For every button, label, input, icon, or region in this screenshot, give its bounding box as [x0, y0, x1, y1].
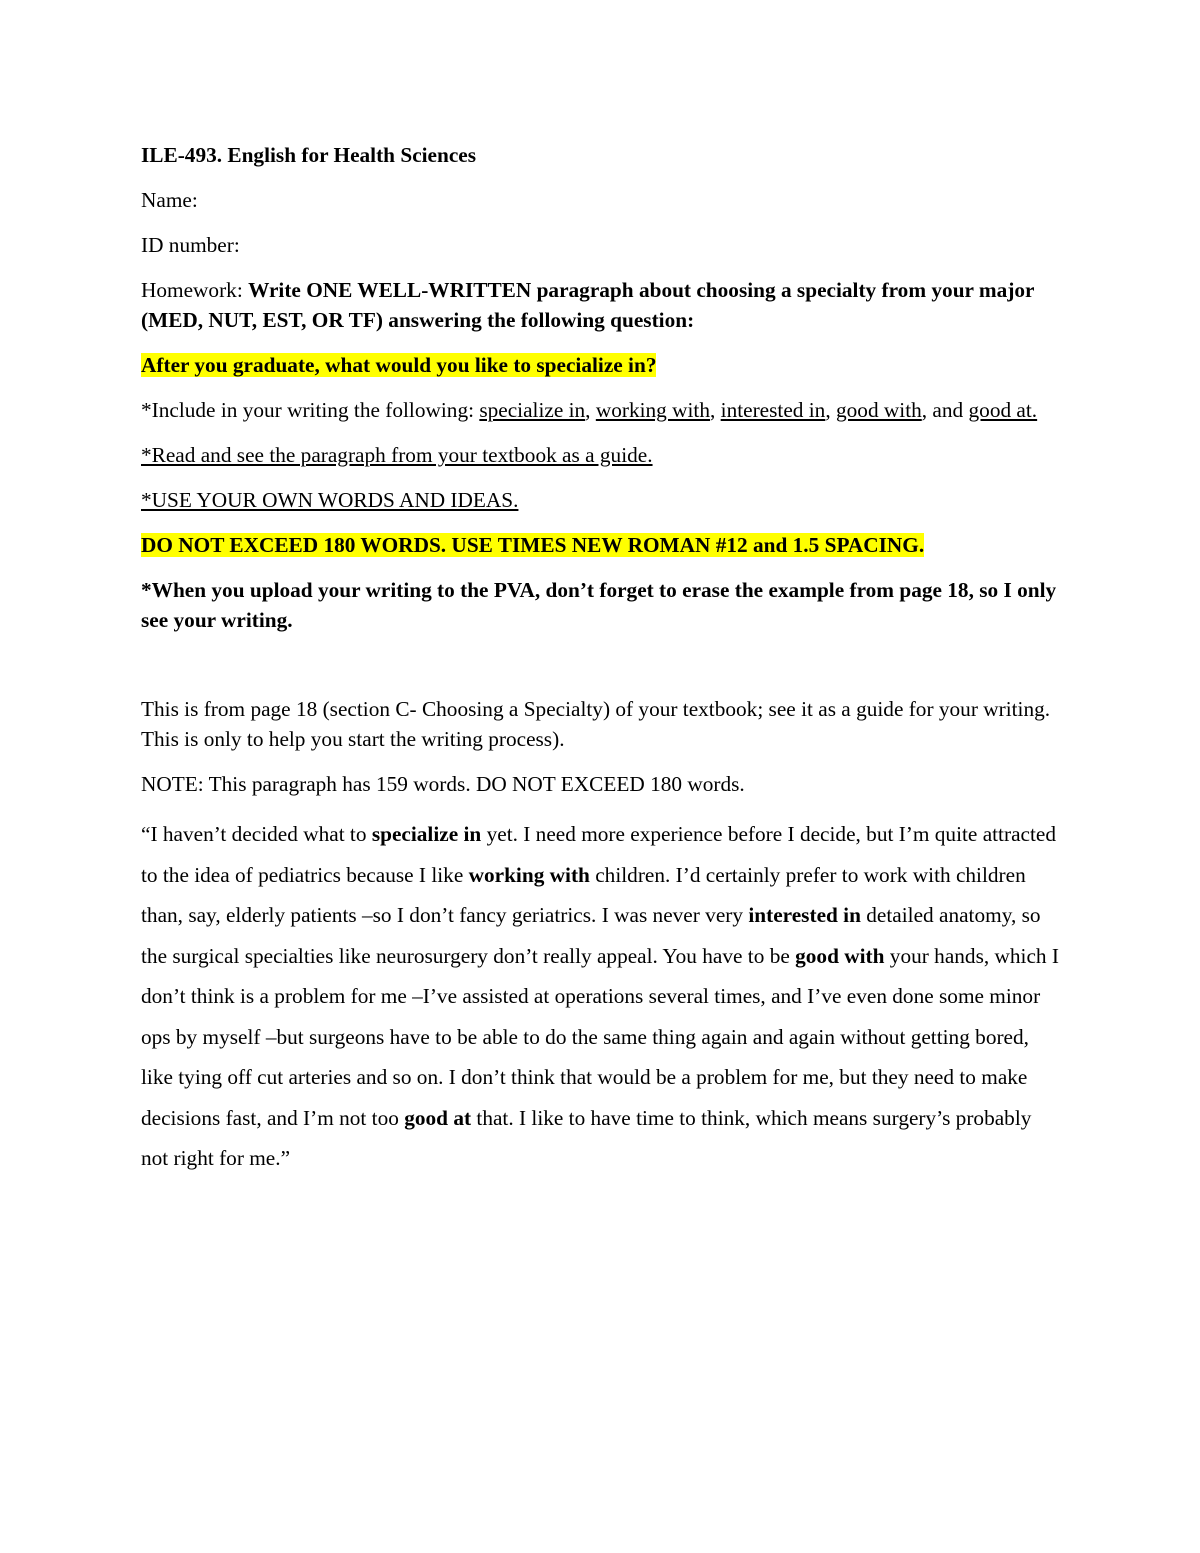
phrase-working-with: working with: [595, 398, 710, 422]
keyword-working-with: working with: [468, 862, 590, 887]
word-count-note: NOTE: This paragraph has 159 words. DO NOT EXCEED 180 words.: [141, 772, 745, 796]
example-text: detailed anatomy, so the surgical specialties like neurosurgery don’t really appeal. You have to be: [141, 903, 1041, 968]
homework-question: After you graduate, what would you like to specialize in?: [141, 353, 657, 377]
own-words-line: [141, 485, 1061, 515]
phrase-interested-in: interested in: [720, 398, 826, 422]
question-line: [141, 350, 1061, 380]
name-label: Name:: [141, 188, 198, 212]
example-text: yet. I need more experience before I decide, but I’m quite attracted to the idea of pediatrics because I like: [141, 822, 1056, 887]
example-text: children. I’d certainly prefer to work with children than, say, elderly patients –so I don’t fancy geriatrics. I was never very: [141, 862, 1026, 927]
homework-task: Write ONE WELL-WRITTEN paragraph about choosing a specialty from your major (MED, NUT, EST, OR TF) answering the following question:: [141, 278, 1035, 332]
guide-intro: This is from page 18 (section C- Choosing a Specialty) of your textbook; see it as a guide for your writing. This is only to help you start the writing process).: [141, 697, 1051, 751]
keyword-good-with: good with: [795, 943, 885, 968]
separator: ,: [710, 398, 721, 422]
document-content: [141, 140, 1061, 1179]
phrase-good-at: good at.: [968, 398, 1038, 422]
separator-and: , and: [921, 398, 969, 422]
limit-notice: DO NOT EXCEED 180 WORDS. USE TIMES NEW ROMAN #12 and 1.5 SPACING.: [141, 533, 925, 557]
example-paragraph-block: [141, 814, 1061, 1179]
read-guide-text: *Read and see the paragraph from your textbook as a guide.: [141, 443, 653, 467]
example-text: that. I like to have time to think, which means surgery’s probably not right for me.”: [141, 1105, 1032, 1170]
keyword-interested-in: interested in: [748, 903, 861, 927]
limit-notice-line: [141, 530, 1061, 560]
course-title: ILE-493. English for Health Sciences: [141, 143, 477, 167]
phrase-good-with: good with: [836, 398, 922, 422]
phrase-specialize-in: specialize in: [479, 398, 586, 422]
read-guide-line: [141, 440, 1061, 470]
blank-spacer: [141, 650, 1061, 694]
id-number-label: ID number:: [141, 233, 240, 257]
own-words-text: *USE YOUR OWN WORDS AND IDEAS.: [141, 488, 519, 512]
separator: ,: [585, 398, 596, 422]
include-phrases-line: [141, 395, 1061, 425]
separator: ,: [825, 398, 836, 422]
include-prefix: *Include in your writing the following:: [141, 398, 480, 422]
example-paragraph: [141, 814, 1061, 1179]
keyword-specialize-in: specialize in: [371, 822, 482, 846]
upload-notice: *When you upload your writing to the PVA, don’t forget to erase the example from page 18, so I only see your writing.: [141, 578, 1057, 632]
homework-label: Homework:: [141, 278, 249, 302]
keyword-good-at: good at: [404, 1105, 472, 1130]
example-text: your hands, which I don’t think is a problem for me –I’ve assisted at operations several times, and I’ve even done some minor ops by myself –but surgeons have to be able to do the same thing again and again without getting bored, like tying off cut arteries and so on. I don’t think that would be a problem for me, but they need to make decisions fast, and I’m not too: [141, 943, 1059, 1130]
homework-instruction: [141, 275, 1061, 335]
example-text: “I haven’t decided what to: [141, 822, 372, 846]
